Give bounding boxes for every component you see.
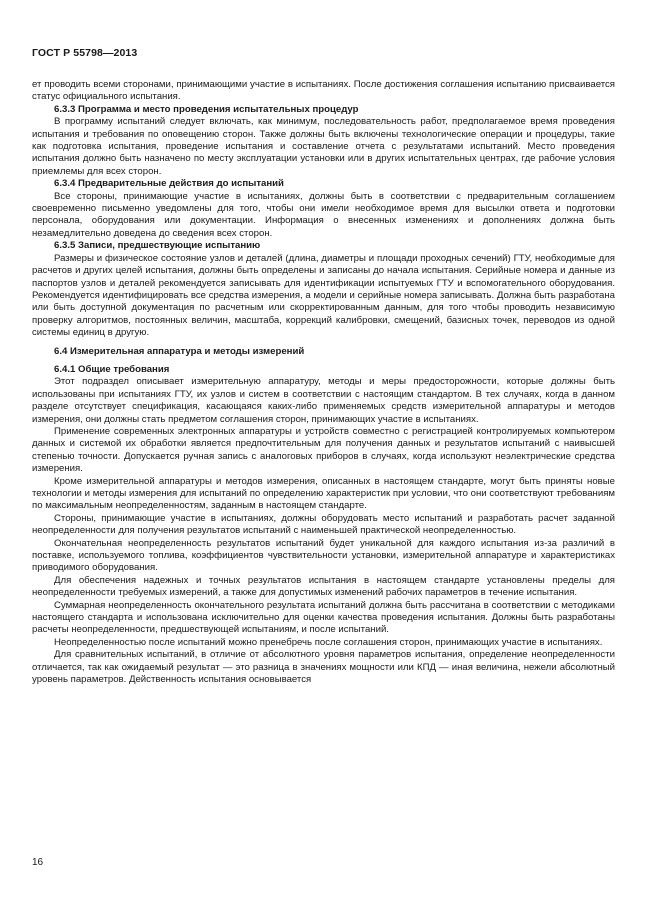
paragraph: Стороны, принимающие участие в испытаниях, должны оборудовать место испытаний и разработать расчет заданной неопределенности для получения результатов испытаний с наименьшей практической неопределенностью.: [32, 512, 615, 537]
paragraph: Применение современных электронных аппаратуры и устройств совместно с регистрацией контролируемых компьютером данных и системой их обработки является предпочтительным для получения данных и результатов испытаний с наивысшей степенью точности. Допускается ручная запись с аналоговых приборов в случаях, когда используют неэлектрические средства измерения.: [32, 425, 615, 475]
paragraph: Для обеспечения надежных и точных результатов испытания в настоящем стандарте установлены пределы для неопределенности требуемых измерений, а также для допустимых изменений рабочих параметров в течение испытания.: [32, 574, 615, 599]
paragraph: Окончательная неопределенность результатов испытаний будет уникальной для каждого испытания из-за различий в поставке, используемого топлива, коэффициентов чувствительности установки, измерительной аппаратуре и характеристиках приводимого оборудования.: [32, 537, 615, 574]
paragraph: Кроме измерительной аппаратуры и методов измерения, описанных в настоящем стандарте, могут быть приняты новые технологии и методы измерения для испытаний по определению характеристик при условии, что они соответствуют требованиям по максимальным неопределенностям, заданным в настоящем стандарте.: [32, 475, 615, 512]
document-header: ГОСТ Р 55798—2013: [32, 47, 138, 59]
page-number: 16: [32, 857, 44, 868]
paragraph: В программу испытаний следует включать, как минимум, последовательность работ, предполагаемое время проведения испытания и требования по оповещению сторон. Также должны быть включены технологические операции и процедуры, такие как подготовка испытания, проведение испытания и составление отчета с результатами испытаний. Место проведения испытания должно быть назначено по месту эксплуатации установки или в других испытательных центрах, где рабочие условия приемлемы для всех сторон.: [32, 116, 615, 177]
paragraph: Все стороны, принимающие участие в испытаниях, должны быть в соответствии с предварительным соглашением своевременно письменно уведомлены для того, чтобы они имели необходимое время для высылки ответа и подготовки персонала, оборудования или документации. Информация о внесенных изменениях и дополнениях должна быть незамедлительно доведена до сведения всех сторон.: [32, 190, 615, 239]
heading-6-3-3: 6.3.3 Программа и место проведения испытательных процедур: [54, 103, 359, 115]
paragraph: Размеры и физическое состояние узлов и деталей (длина, диаметры и площади проходных сечений) ГТУ, необходимые для расчетов и других целей испытания, должны быть определены и записаны до начала испытания. Серийные номера и данные из паспортов узлов и деталей рекомендуется записывать для идентификации испытуемых ГТУ и вспомогательного оборудования. Рекомендуется идентифицировать все средства измерения, а модели и серийные номера записывать. Должна быть разработана или быть доступной документация по расчетным или скорректированным данным, для того чтобы проводить независимую проверку алгоритмов, постоянных величин, масштаба, коррекций калибровки, смещений, базисных точек, переводов из одной системы единиц в другую.: [32, 252, 615, 339]
paragraph-continuation: ет проводить всеми сторонами, принимающими участие в испытаниях. После достижения соглашения испытанию присваивается статус официального испытания.: [32, 79, 615, 103]
paragraph: Для сравнительных испытаний, в отличие от абсолютного уровня параметров испытания, определение неопределенности отличается, так как ожидаемый результат — это разница в значениях мощности или КПД — иная величина, нежели абсолютный уровень параметров. Действенность испытания основывается: [32, 649, 615, 686]
document-body: [32, 79, 615, 687]
paragraph: Этот подраздел описывает измерительную аппаратуру, методы и меры предосторожности, которые должны быть использованы при испытаниях ГТУ, их узлов и систем в соответствии с настоящим стандартом. В тех случаях, когда в данном разделе отсутствует спецификация, касающаяся каких-либо применяемых средств измерительной аппаратуры и методов измерения, они должны стать предметом соглашения сторон, принимающих участие в испытаниях.: [32, 376, 615, 425]
heading-6-3-4: 6.3.4 Предварительные действия до испытаний: [54, 178, 284, 190]
heading-6-4-1: 6.4.1 Общие требования: [54, 363, 170, 375]
heading-6-3-5: 6.3.5 Записи, предшествующие испытанию: [54, 240, 261, 252]
section-title-6-4: 6.4 Измерительная аппаратура и методы измерений: [54, 345, 305, 357]
paragraph: Неопределенностью после испытаний можно пренебречь после соглашения сторон, принимающих участие в испытаниях.: [54, 636, 603, 648]
paragraph: Суммарная неопределенность окончательного результата испытаний должна быть рассчитана в соответствии с методиками настоящего стандарта и использована исключительно для оценки качества проведения испытания. Должны быть разработаны расчеты неопределенности, предшествующей испытаниям, и после испытаний.: [32, 599, 615, 636]
